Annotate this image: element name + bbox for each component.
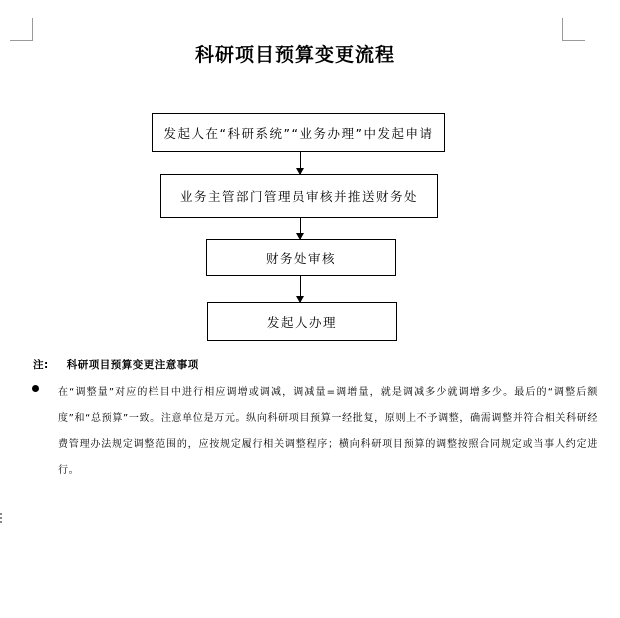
page-corner-mark-top-left [10,18,33,41]
note-heading [33,357,199,372]
page-corner-mark-top-right [562,18,585,41]
flow-step-4-box: 发起人办理 [207,302,397,341]
document-title: 科研项目预算变更流程 [194,44,395,66]
note-body-text: 在“调整量”对应的栏目中进行相应调增或调减，调减量=调增量，就是调减多少就调增多少。最后的“调整后额度”和“总预算”一致。注意单位是万元。纵向科研项目预算一经批复，原则上不予调整，确需调整并符合相关科研经费管理办法规定调整范围的，应按规定履行相关调整程序；横向科研项目预算的调整按照合同规定或当事人约定进行。 [58,387,598,476]
flow-arrow-2 [300,218,301,239]
note-heading-text: 科研项目预算变更注意事项 [66,359,199,371]
bullet-icon [32,385,39,392]
flow-step-2-box: 业务主管部门管理员审核并推送财务处 [160,174,438,218]
margin-marker-icon [0,513,2,525]
note-label: 注: [33,359,49,371]
flow-step-3-box: 财务处审核 [206,239,396,276]
flow-step-1-box: 发起人在“科研系统”“业务办理”中发起申请 [152,113,445,152]
flow-arrow-1 [300,152,301,174]
flow-arrow-3 [300,276,301,302]
